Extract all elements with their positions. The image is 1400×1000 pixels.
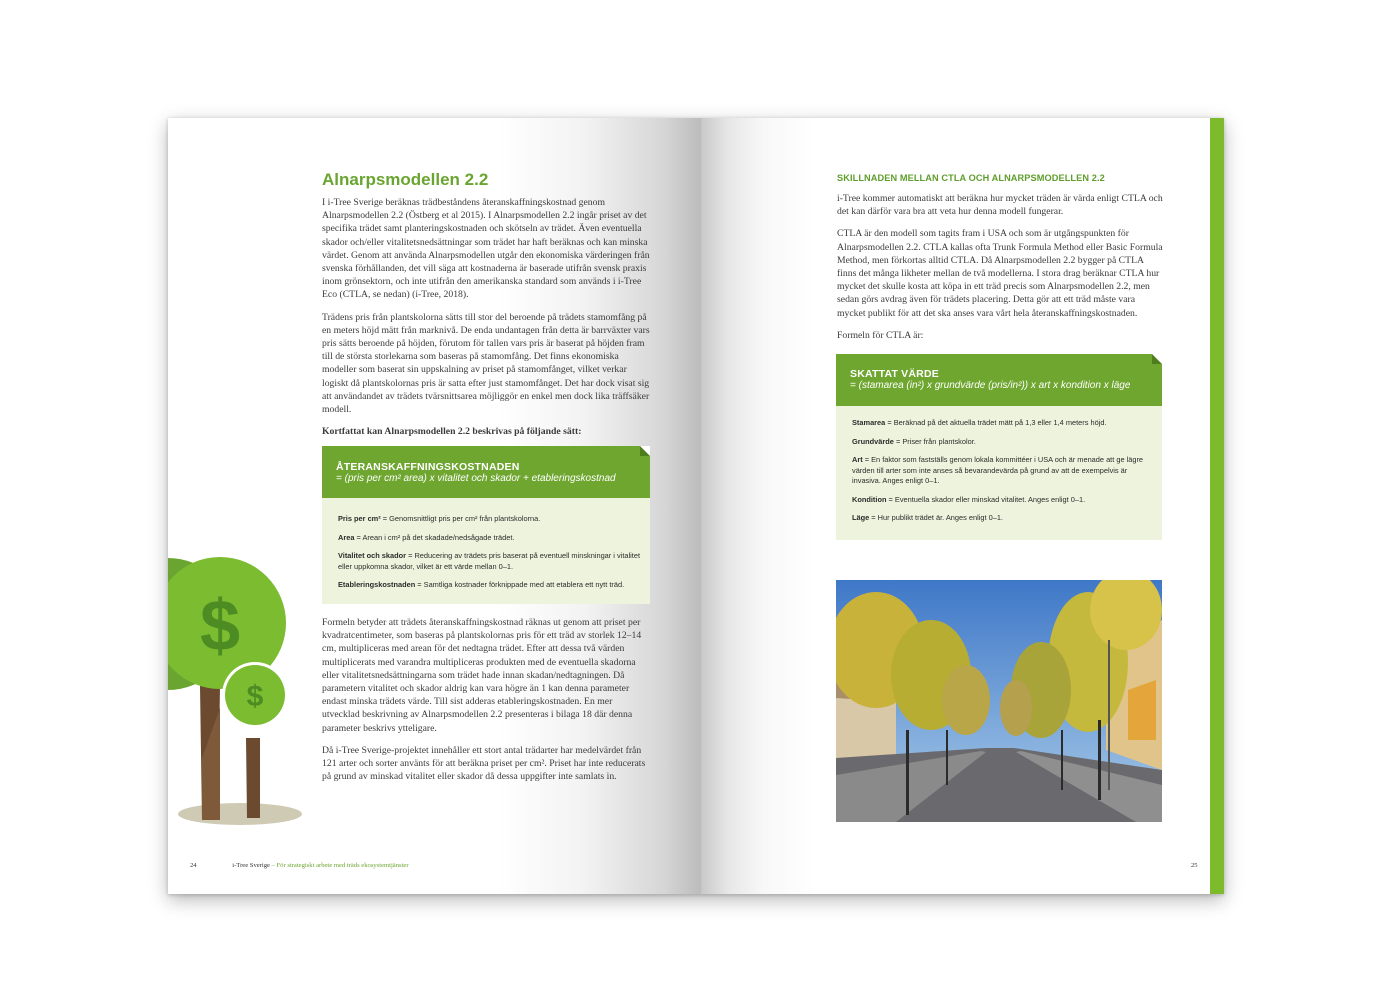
definition-item: Art = En faktor som fastställs genom lokala kommittéer i USA och är menade att ge lägre värden till arter som inte anses så bevarandevärda på grund av att de exempelvis är invasiva. Anges enligt 0–1. bbox=[852, 455, 1144, 485]
footer-subtitle: – För strategiskt arbete med träds ekosystemtjänster bbox=[269, 862, 409, 869]
formula-title: ÅTERANSKAFFNINGSKOSTNADEN bbox=[336, 461, 520, 473]
paragraph: Trädens pris från plantskolorna sätts till stor del beroende på trädets stamomfång på en meters höjd mätt från marknivå. De enda undantagen från detta är barrväxter vars pris sätts beroende på höjden, förutom för tallen vars pris är baserat på höjden fram till de största storlekarna som baseras på stamomfång. Det finns ekonomiska modeller som baserat sin uppskalning av priset på stamomfånget, vilket verkar logiskt då plantskolornas pris är satta efter just stamomfånget. Det har dock visat sig att användandet av trädets tvärsnittsarea möjliggör en enkel men dock lika träffsäker modell. bbox=[322, 311, 650, 416]
tree-trunk bbox=[1061, 730, 1063, 790]
paragraph: Då i-Tree Sverige-projektet innehåller ett stort antal trädarter har medelvärdet från 121 arter och sorter använts för att beräkna priset per cm². Priset har inte reducerats på grund av minskad vitalitet eller skador då dessa uppgifter inte samlats in. bbox=[322, 744, 646, 783]
tree-canopy bbox=[942, 665, 990, 735]
ctla-text bbox=[837, 192, 1165, 351]
paragraph: CTLA är den modell som tagits fram i USA och som är utgångspunkten för Alnarpsmodellen 2.2. CTLA kallas ofta Trunk Formula Method eller Basic Formula Method, men förkortas alltid CTLA. Då Alnarpsmodellen 2.2 bygger på CTLA finns det många likheter mellan de två modellerna. I stora drag beräknar CTLA hur mycket det skulle kosta att köpa in ett träd precis som Alnarpsmodellen 2.2, men sedan görs avdrag även för trädets placering. Detta gör att ett träd måste vara mycket publikt för att det ska anses vara vårt hela återanskaffningskostnaden. bbox=[837, 228, 1163, 319]
definition-item: Läge = Hur publikt trädet är. Anges enligt 0–1. bbox=[852, 513, 1003, 522]
formula-box-replacement-cost bbox=[322, 446, 650, 604]
definition-item: Pris per cm² = Genomsnittligt pris per cm² från plantskolorna. bbox=[338, 514, 541, 523]
definition-item: Grundvärde = Priser från plantskolor. bbox=[852, 436, 976, 446]
money-tree-illustration bbox=[168, 538, 308, 838]
page-heading: Alnarpsmodellen 2.2 bbox=[322, 170, 489, 189]
page-number: 25 bbox=[1191, 862, 1198, 869]
formula-expression: = (stamarea (in²) x grundvärde (pris/in²)) x art x kondition x läge bbox=[850, 380, 1131, 391]
footer-right bbox=[1191, 862, 1198, 869]
definition-item: Vitalitet och skador = Reducering av trädets pris baserat på eventuell minskningar i vitalitet eller uppkomna skador, vilket är ett värde mellan 0–1. bbox=[338, 551, 640, 571]
page-number: 24 bbox=[190, 862, 197, 869]
definitions-list bbox=[322, 498, 650, 591]
left-page bbox=[168, 118, 701, 894]
green-edge-strip bbox=[1210, 118, 1224, 894]
tree-trunk bbox=[1098, 720, 1101, 800]
paragraph: i-Tree kommer automatiskt att beräkna hur mycket träden är värda enligt CTLA och det kan därför vara bra att veta hur denna modell fungerar. bbox=[837, 193, 1163, 218]
folded-corner bbox=[1152, 354, 1162, 364]
small-tree-trunk bbox=[246, 738, 260, 818]
footer-left bbox=[190, 862, 409, 869]
street-lamp bbox=[1108, 640, 1110, 790]
tree-trunk bbox=[906, 730, 909, 815]
tree-trunk bbox=[946, 730, 948, 785]
formula-title: SKATTAT VÄRDE bbox=[850, 368, 939, 380]
formula-expression: = (pris per cm² area) x vitalitet och skador + etableringskostnad bbox=[336, 473, 616, 484]
paragraph: I i-Tree Sverige beräknas trädbeståndens återanskaffningskostnad genom Alnarpsmodellen 2.2 (Östberg et al 2015). I Alnarpsmodellen 2.2 ingår priset av det specifika trädet samt planteringskostnaden och skötseln av trädet. Även eventuella skador och/eller vitalitetsnedsättningar som trädet har haft beräknas och kan minska värdet. Genom att använda Alnarpsmodellen utgår den ekonomiska värderingen från svenska förhållanden, det vill säga att kostnaderna är baserade utifrån svensk praxis inom grönsektorn, och inte utifrån den amerikanska standard som används i i-Tree Eco (CTLA, se nedan) (i-Tree, 2018). bbox=[322, 197, 650, 301]
definition-item: Stamarea = Beräknad på det aktuella trädet mätt på 1,3 eller 1,4 meters höjd. bbox=[852, 418, 1107, 427]
building-right-balcony bbox=[1128, 680, 1156, 740]
definitions-list bbox=[836, 406, 1162, 524]
folded-corner bbox=[640, 446, 650, 456]
explanation-text bbox=[322, 616, 650, 792]
footer-title: i-Tree Sverige bbox=[232, 862, 270, 869]
formula-header bbox=[322, 446, 650, 498]
dollar-sign-large: $ bbox=[199, 586, 241, 666]
intro-text bbox=[322, 196, 650, 447]
dollar-sign-small: $ bbox=[246, 680, 264, 713]
section-heading: SKILLNADEN MELLAN CTLA OCH ALNARPSMODELLEN 2.2 bbox=[837, 173, 1105, 183]
formula-header bbox=[836, 354, 1162, 406]
lead-in: Kortfattat kan Alnarpsmodellen 2.2 beskrivas på följande sätt: bbox=[322, 426, 582, 438]
street-tree-photo bbox=[836, 580, 1162, 822]
definition-item: Area = Arean i cm² på det skadade/nedsågade trädet. bbox=[338, 532, 515, 542]
tree-canopy bbox=[1000, 680, 1032, 736]
paragraph: Formeln för CTLA är: bbox=[837, 329, 924, 341]
tree-ground-shadow bbox=[178, 803, 302, 825]
paragraph: Formeln betyder att trädets återanskaffningskostnad räknas ut genom att priset per kvadratcentimeter, som baseras på plantskolornas pris för ett träd av storlek 12–14 cm, multipliceras med arean för det nedtagna trädet. Efter att dessa två värden multiplicerats med varandra multipliceras produkten med de eventuella skadorna eller vitalitetsnedsättningarna som trädet hade innan skadan/nedtagningen. Då parametern vitalitet och skador aldrig kan vara högre än 1 kan denna parameter endast minska trädets värde. Till sist adderas etableringskostnaden. En mer utvecklad beskrivning av Alnarpsmodellen 2.2 presenteras i bilaga 18 där denna parameter beskrivs ytteligare. bbox=[322, 617, 642, 734]
definition-item: Kondition = Eventuella skador eller minskad vitalitet. Anges enligt 0–1. bbox=[852, 494, 1086, 504]
definition-item: Etableringskostnaden = Samtliga kostnader förknippade med att etablera ett nytt träd. bbox=[338, 580, 625, 589]
right-page bbox=[701, 118, 1224, 894]
formula-box-ctla bbox=[836, 354, 1162, 540]
